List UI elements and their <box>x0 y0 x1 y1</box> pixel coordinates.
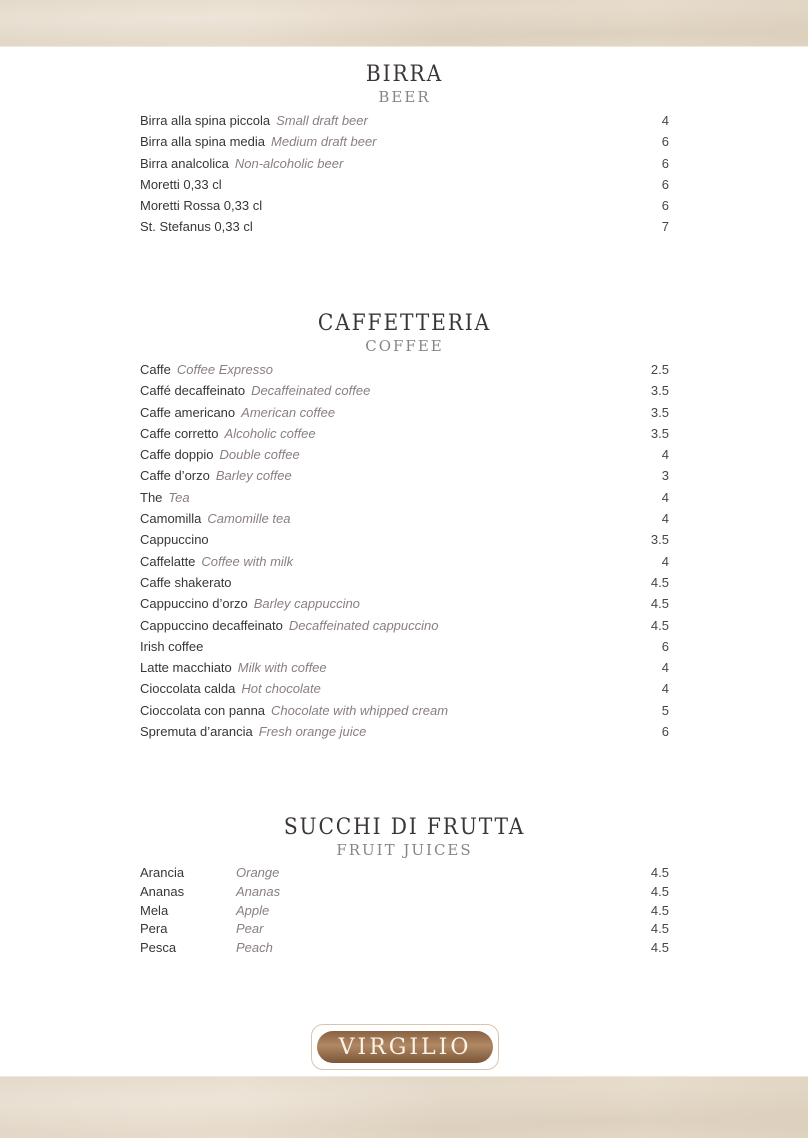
item-name: Pesca <box>140 940 177 956</box>
menu-item <box>140 465 669 486</box>
item-name: St. Stefanus 0,33 cl <box>140 219 253 235</box>
item-name: Cappuccino d’orzo <box>140 596 248 612</box>
item-name: Ananas <box>140 883 185 899</box>
item-name: Cioccolata con panna <box>140 702 266 718</box>
item-translation: Apple <box>236 902 270 918</box>
item-label <box>140 216 259 237</box>
section-subtitle: COFFEE <box>365 337 444 355</box>
item-price: 7 <box>661 219 669 235</box>
menu-item <box>140 700 669 721</box>
menu-item <box>140 678 669 699</box>
item-name: The <box>140 489 163 505</box>
item-price: 6 <box>661 198 669 214</box>
item-price: 6 <box>661 155 669 171</box>
menu-item <box>140 901 669 920</box>
item-label <box>140 636 209 657</box>
item-price: 4.5 <box>650 921 669 937</box>
item-name: Caffe d’orzo <box>140 468 210 484</box>
item-name: Caffelatte <box>140 553 196 569</box>
menu-item <box>140 919 669 938</box>
item-price: 4 <box>661 511 669 527</box>
item-label <box>140 529 215 550</box>
item-translation: Chocolate with whipped cream <box>271 702 449 718</box>
item-name: Caffe corretto <box>140 425 219 441</box>
menu-item <box>140 636 669 657</box>
logo-text: VIRGILIO <box>338 1034 472 1060</box>
menu-list <box>140 110 669 238</box>
menu-item <box>140 508 669 529</box>
item-name: Camomilla <box>140 511 202 527</box>
menu-item <box>140 216 669 237</box>
item-name: Caffe doppio <box>140 447 214 463</box>
menu-item <box>140 721 669 742</box>
item-price: 4.5 <box>650 940 669 956</box>
menu-item <box>140 657 669 678</box>
item-price: 3.5 <box>650 383 669 399</box>
menu-item <box>140 593 669 614</box>
item-label <box>140 551 293 572</box>
item-label <box>140 508 291 529</box>
item-price: 4 <box>661 447 669 463</box>
item-translation: Decaffeinated coffee <box>251 383 371 399</box>
item-label <box>140 901 269 920</box>
item-translation: Ananas <box>236 883 281 899</box>
item-name: Moretti Rossa 0,33 cl <box>140 198 263 214</box>
item-name: Cappuccino <box>140 532 209 548</box>
menu-list <box>140 863 669 957</box>
section-title: CAFFETTERIA <box>317 311 492 336</box>
item-price: 5 <box>661 702 669 718</box>
section-beer <box>140 62 669 238</box>
item-label <box>140 195 268 216</box>
item-translation: Non-alcoholic beer <box>234 155 344 171</box>
item-name: Irish coffee <box>140 638 204 654</box>
item-name: Arancia <box>140 865 185 880</box>
section-fruit-juices <box>140 815 669 957</box>
item-label <box>140 919 263 938</box>
item-label <box>140 423 316 444</box>
item-translation: Orange <box>236 865 280 880</box>
item-label <box>140 615 438 636</box>
item-label <box>140 402 335 423</box>
menu-item <box>140 529 669 550</box>
item-name: Pera <box>140 921 168 937</box>
menu-list <box>140 359 669 742</box>
section-coffee <box>140 311 669 742</box>
menu-item <box>140 615 669 636</box>
item-translation: Small draft beer <box>276 113 368 128</box>
item-price: 4.5 <box>650 596 669 612</box>
item-price: 4.5 <box>650 574 669 590</box>
item-label <box>140 380 370 401</box>
item-label <box>140 593 360 614</box>
item-label <box>140 938 273 957</box>
menu-item <box>140 863 669 882</box>
item-price: 6 <box>661 176 669 192</box>
item-translation: Tea <box>168 489 190 505</box>
item-name: Cappuccino decaffeinato <box>140 617 283 633</box>
item-name: Spremuta d’arancia <box>140 724 253 740</box>
item-name: Birra analcolica <box>140 155 229 171</box>
logo-plate <box>317 1031 493 1063</box>
item-price: 4.5 <box>650 865 669 880</box>
item-translation: Hot chocolate <box>241 681 321 697</box>
item-price: 4 <box>661 113 669 128</box>
item-name: Latte macchiato <box>140 660 232 676</box>
menu-item <box>140 380 669 401</box>
item-price: 4 <box>661 660 669 676</box>
item-label <box>140 174 228 195</box>
menu-item <box>140 402 669 423</box>
item-name: Mela <box>140 902 169 918</box>
item-price: 3 <box>661 468 669 484</box>
menu-item <box>140 487 669 508</box>
item-name: Caffe americano <box>140 404 236 420</box>
item-translation: Double coffee <box>219 447 300 463</box>
item-translation: Barley coffee <box>215 468 292 484</box>
item-translation: Decaffeinated cappuccino <box>288 617 439 633</box>
item-translation: Milk with coffee <box>237 660 327 676</box>
item-translation: Medium draft beer <box>271 134 377 150</box>
item-price: 4.5 <box>650 617 669 633</box>
top-marble-band <box>0 0 808 47</box>
item-name: Caffe shakerato <box>140 574 232 590</box>
item-price: 4.5 <box>650 902 669 918</box>
menu-item <box>140 444 669 465</box>
item-price: 4 <box>661 489 669 505</box>
menu-item <box>140 938 669 957</box>
item-price: 6 <box>661 638 669 654</box>
item-price: 2.5 <box>650 362 669 377</box>
item-label <box>140 721 366 742</box>
item-label <box>140 678 321 699</box>
menu-item <box>140 195 669 216</box>
item-name: Moretti 0,33 cl <box>140 176 222 192</box>
item-label <box>140 444 300 465</box>
item-price: 6 <box>661 724 669 740</box>
item-label <box>140 131 377 152</box>
menu-item <box>140 572 669 593</box>
section-subtitle: BEER <box>378 88 431 106</box>
item-translation: Camomille tea <box>207 511 291 527</box>
menu-item <box>140 110 669 131</box>
item-price: 6 <box>661 134 669 150</box>
item-translation: Coffee with milk <box>201 553 294 569</box>
item-translation: Barley cappuccino <box>253 596 360 612</box>
item-label <box>140 465 292 486</box>
section-title: BIRRA <box>365 62 444 87</box>
item-price: 3.5 <box>650 425 669 441</box>
item-name: Birra alla spina piccola <box>140 113 271 128</box>
menu-item <box>140 882 669 901</box>
section-subtitle: FRUIT JUICES <box>336 841 473 859</box>
item-name: Caffé decaffeinato <box>140 383 246 399</box>
section-title: SUCCHI DI FRUTTA <box>283 815 526 840</box>
menu-item <box>140 423 669 444</box>
item-translation: Coffee Expresso <box>176 362 273 377</box>
item-name: Caffe <box>140 362 171 377</box>
item-label <box>140 359 273 380</box>
item-name: Cioccolata calda <box>140 681 236 697</box>
menu-item <box>140 551 669 572</box>
item-label <box>140 863 279 882</box>
item-name: Birra alla spina media <box>140 134 266 150</box>
item-label <box>140 487 190 508</box>
item-translation: Fresh orange juice <box>258 724 367 740</box>
item-price: 3.5 <box>650 532 669 548</box>
item-label <box>140 572 238 593</box>
item-label <box>140 657 327 678</box>
item-price: 3.5 <box>650 404 669 420</box>
menu-item <box>140 131 669 152</box>
item-price: 4 <box>661 681 669 697</box>
item-label <box>140 110 368 131</box>
item-translation: American coffee <box>241 404 336 420</box>
item-translation: Alcoholic coffee <box>224 425 316 441</box>
bottom-marble-band <box>0 1076 808 1138</box>
virgilio-logo <box>311 1024 499 1070</box>
item-label <box>140 882 280 901</box>
item-label <box>140 700 448 721</box>
menu-item <box>140 174 669 195</box>
item-translation: Pear <box>236 921 264 937</box>
item-price: 4 <box>661 553 669 569</box>
menu-item <box>140 153 669 174</box>
item-translation: Peach <box>236 940 273 956</box>
menu-item <box>140 359 669 380</box>
item-price: 4.5 <box>650 883 669 899</box>
item-label <box>140 153 343 174</box>
